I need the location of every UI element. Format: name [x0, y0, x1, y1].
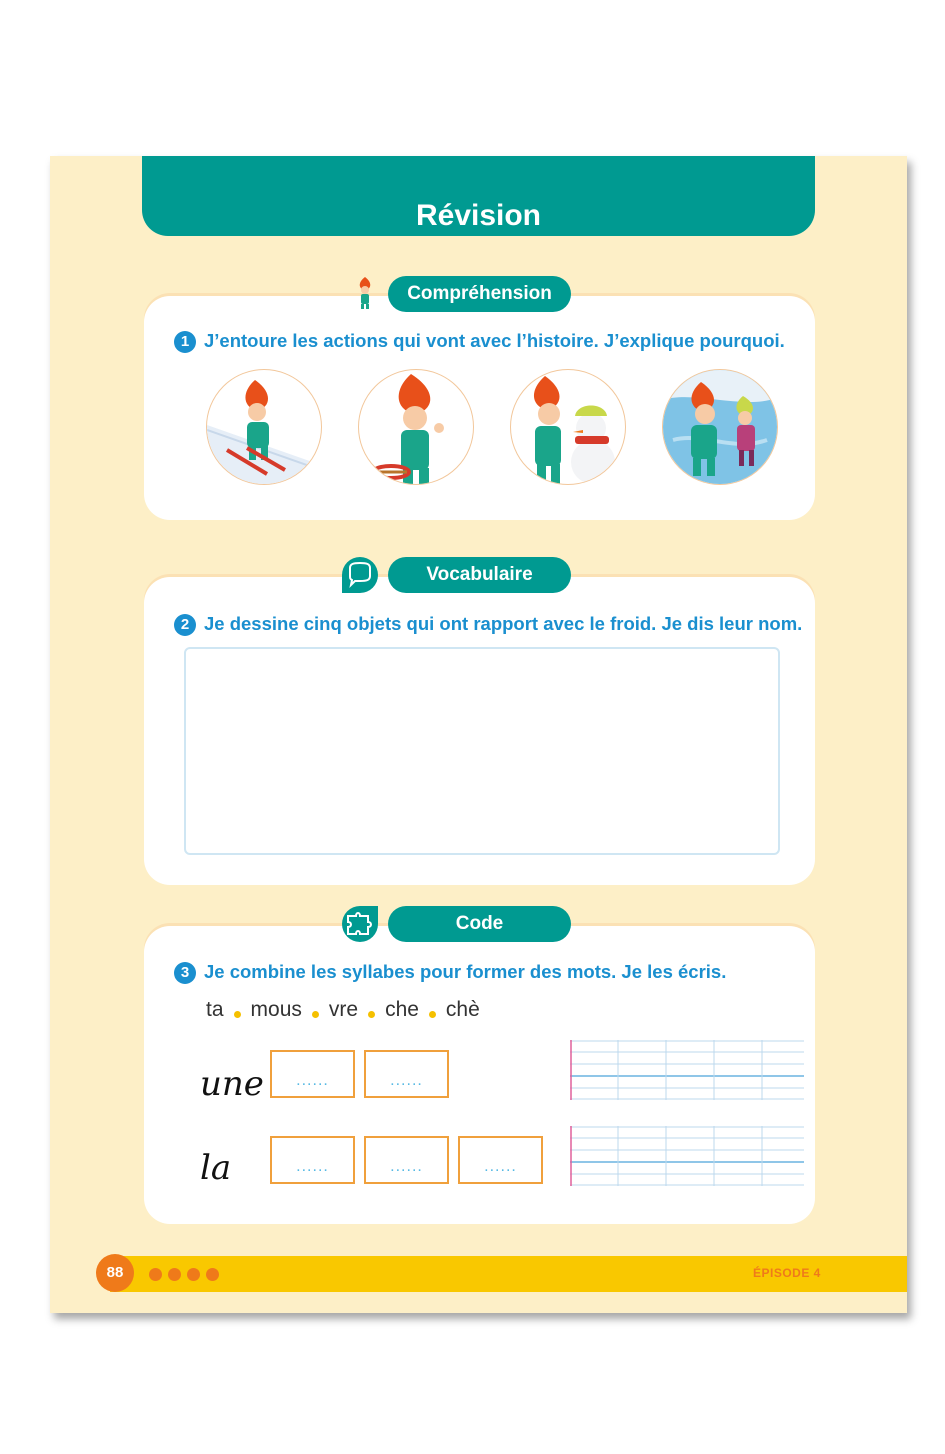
puzzle-icon	[342, 906, 378, 942]
answer-box[interactable]: ......	[364, 1050, 449, 1098]
progress-dot	[149, 1268, 162, 1281]
drawing-area[interactable]	[184, 647, 780, 855]
episode-label: ÉPISODE 4	[753, 1266, 821, 1280]
question-text: Je combine les syllabes pour former des mots. Je les écris.	[204, 961, 727, 982]
separator-dot	[368, 1011, 375, 1018]
code-card	[144, 913, 815, 1224]
picture-boy-skiing[interactable]	[206, 369, 322, 485]
section-label-code: Code	[388, 906, 571, 942]
question-3	[174, 961, 726, 984]
article-la: la	[200, 1148, 232, 1188]
comprehension-card	[144, 283, 815, 520]
answer-box[interactable]: ......	[270, 1136, 355, 1184]
page-number: 88	[96, 1254, 134, 1292]
title-band	[142, 156, 815, 236]
writing-lines[interactable]	[570, 1126, 804, 1186]
question-number: 2	[174, 614, 196, 636]
question-1	[174, 330, 785, 353]
question-number: 3	[174, 962, 196, 984]
syllable-list	[206, 998, 480, 1022]
syllable: chè	[445, 998, 480, 1021]
separator-dot	[429, 1011, 436, 1018]
section-label-comprehension: Compréhension	[388, 276, 571, 312]
syllable: vre	[328, 998, 359, 1021]
syllable: che	[385, 998, 419, 1021]
answer-box[interactable]: ......	[270, 1050, 355, 1098]
question-number: 1	[174, 331, 196, 353]
separator-dot	[312, 1011, 319, 1018]
picture-boy-and-girl-skating[interactable]	[662, 369, 778, 485]
picture-boy-with-sled[interactable]	[358, 369, 474, 485]
syllable: mous	[250, 998, 302, 1021]
question-2	[174, 613, 802, 636]
answer-box[interactable]: ......	[458, 1136, 543, 1184]
page-title: Révision	[415, 199, 542, 232]
question-text: Je dessine cinq objets qui ont rapport avec le froid. Je dis leur nom.	[204, 613, 803, 634]
speech-bubble-icon	[342, 557, 378, 593]
section-label-vocabulaire: Vocabulaire	[388, 557, 571, 593]
progress-dot	[168, 1268, 181, 1281]
progress-dot	[187, 1268, 200, 1281]
boy-mascot-icon	[354, 276, 376, 310]
picture-boy-and-snowman[interactable]	[510, 369, 626, 485]
workbook-page	[50, 156, 907, 1313]
writing-lines[interactable]	[570, 1040, 804, 1100]
separator-dot	[234, 1011, 241, 1018]
vocabulaire-card	[144, 564, 815, 885]
question-text: J’entoure les actions qui vont avec l’histoire. J’explique pourquoi.	[204, 330, 785, 351]
syllable: ta	[206, 998, 224, 1021]
answer-box[interactable]: ......	[364, 1136, 449, 1184]
progress-dot	[206, 1268, 219, 1281]
article-une: une	[200, 1064, 264, 1104]
